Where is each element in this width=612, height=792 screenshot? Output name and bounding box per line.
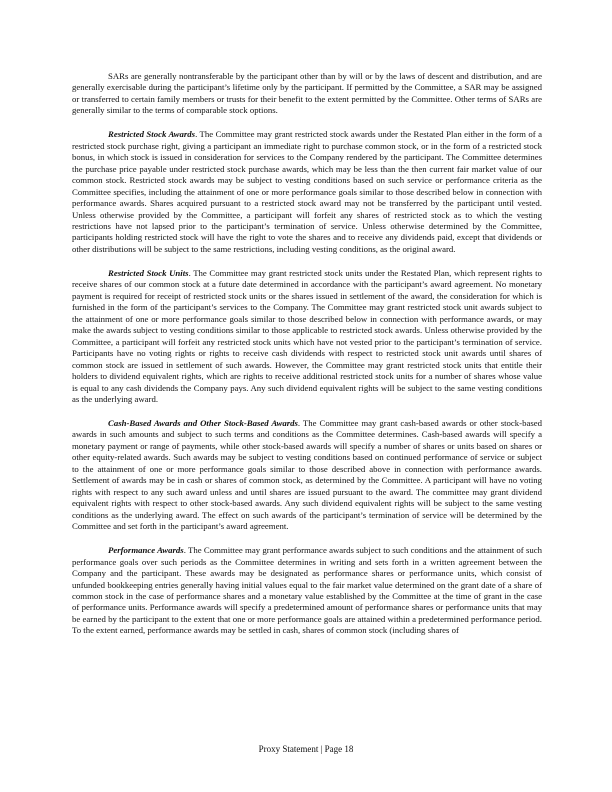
paragraph-cash-based-awards [72, 418, 542, 533]
section-heading: Restricted Stock Awards [108, 129, 196, 140]
paragraph-performance-awards [72, 545, 542, 637]
document-body [72, 71, 542, 649]
paragraph-text: . The Committee may grant restricted stock units under the Restated Plan, which represent rights to receive shares of our common stock at a future date determined in accordance with the participant’s award agreement. No monetary payment is required for receipt of restricted stock units or the shares issued in settlement of the award, the consideration for which is furnished in the form of the participant’s services to the Company. The Committee may grant restricted stock unit awards subject to the attainment of one or more performance goals similar to those described below in connection with performance awards, or may make the awards subject to vesting conditions similar to those applicable to restricted stock awards. Unless otherwise provided by the Committee, a participant will forfeit any restricted stock units which have not vested prior to the participant’s termination of service. Participants have no voting rights or rights to receive cash dividends with respect to restricted stock unit awards until shares of common stock are issued in settlement of such awards. However, the Committee may grant restricted stock units that entitle their holders to dividend equivalent rights, which are rights to receive additional restricted stock units for a number of shares whose value is equal to any cash dividends the Company pays. Any such dividend equivalent rights will be subject to the same vesting conditions as the underlying award. [72, 267, 542, 404]
paragraph-text: . The Committee may grant restricted stock awards under the Restated Plan either in the form of a restricted stock purchase right, giving a participant an immediate right to purchase common stock, or in the form of a restricted stock bonus, in which stock is issued in consideration for services to the Company rendered by the participant. The Committee determines the purchase price payable under restricted stock purchase awards, which may be less than the then current fair market value of our common stock. Restricted stock awards may be subject to vesting conditions based on such service or performance criteria as the Committee specifies, including the attainment of one or more performance goals similar to those described below in connection with performance awards. Shares acquired pursuant to a restricted stock award may not be transferred by the participant until vested. Unless otherwise provided by the Committee, a participant will forfeit any shares of restricted stock as to which the vesting restrictions have not lapsed prior to the participant’s termination of service. Unless otherwise determined by the Committee, participants holding restricted stock will have the right to vote the shares and to receive any dividends paid, except that dividends or other distributions will be subject to the same restrictions, including vesting conditions, as the original award. [72, 129, 542, 254]
section-heading: Cash-Based Awards and Other Stock-Based Awards [108, 418, 298, 429]
paragraph-text: . The Committee may grant cash-based awards or other stock-based awards in such amounts and subject to such terms and conditions as the Committee determines. Cash-based awards will specify a monetary payment or range of payments, while other stock-based awards will specify a number of shares or units based on shares or other equity-related awards. Such awards may be subject to vesting conditions based on continued performance of service or subject to the attainment of one or more performance goals similar to those described above in connection with performance awards. Settlement of awards may be in cash or shares of common stock, as determined by the Committee. A participant will have no voting rights with respect to any such award unless and until shares are issued pursuant to the award. The committee may grant dividend equivalent rights with respect to other stock-based awards. Any such dividend equivalent rights will be subject to the same vesting conditions as the underlying award. The effect on such awards of the participant’s termination of service will be determined by the Committee and set forth in the participant’s award agreement. [72, 418, 542, 532]
paragraph-restricted-stock-units [72, 268, 542, 405]
paragraph-text: SARs are generally nontransferable by the participant other than by will or by the laws of descent and distribution, and are generally exercisable during the participant’s lifetime only by the participant. If permitted by the Committee, a SAR may be assigned or transferred to certain family members or trusts for their benefit to the extent permitted by the Committee. Other terms of SARs are generally similar to the terms of comparable stock options. [72, 71, 542, 116]
paragraph-sars [72, 71, 542, 117]
paragraph-text: . The Committee may grant performance awards subject to such conditions and the attainment of such performance goals over such periods as the Committee determines in writing and sets forth in a written agreement between the Company and the participant. These awards may be designated as performance shares or performance units, which consist of unfunded bookkeeping entries generally having initial values equal to the fair market value determined on the grant date of a share of common stock in the case of performance shares and a monetary value established by the Committee at the time of grant in the case of performance units. Performance awards will specify a predetermined amount of performance shares or performance units that may be earned by the participant to the extent that one or more performance goals are attained within a predetermined performance period. To the extent earned, performance awards may be settled in cash, shares of common stock (including shares of [72, 545, 543, 636]
section-heading: Restricted Stock Units [108, 267, 189, 278]
paragraph-restricted-stock-awards [72, 129, 542, 255]
section-heading: Performance Awards [108, 545, 184, 556]
page-footer: Proxy Statement | Page 18 [258, 744, 354, 754]
